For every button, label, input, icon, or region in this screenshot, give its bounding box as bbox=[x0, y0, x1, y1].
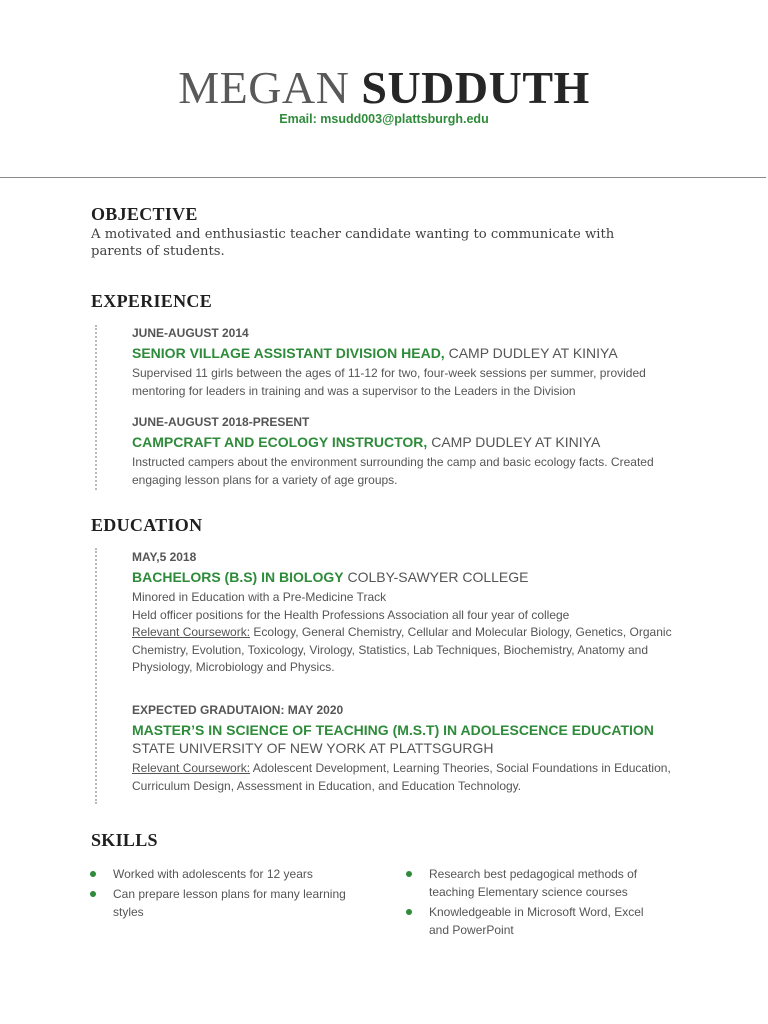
experience-heading: EXPERIENCE bbox=[91, 291, 213, 311]
education-timeline-line bbox=[95, 548, 97, 804]
candidate-name bbox=[0, 60, 768, 116]
skill-item bbox=[90, 865, 350, 883]
entry-degree: BACHELORS (B.S) IN BIOLOGY bbox=[132, 569, 344, 585]
education-heading: EDUCATION bbox=[91, 515, 203, 535]
entry-organization: CAMP DUDLEY AT KINIYA bbox=[444, 345, 618, 361]
entry-institution: STATE UNIVERSITY OF NEW YORK AT PLATTSGURGH bbox=[132, 740, 494, 756]
bullet-icon bbox=[90, 871, 96, 877]
skills-heading: SKILLS bbox=[91, 830, 158, 850]
skill-item bbox=[406, 903, 666, 939]
last-name: SUDDUTH bbox=[361, 62, 590, 113]
skill-item bbox=[406, 865, 666, 901]
coursework-label: Relevant Coursework: bbox=[132, 625, 251, 640]
skill-text: Research best pedagogical methods of teaching Elementary science courses bbox=[429, 867, 638, 899]
entry-role: CAMPCRAFT AND ECOLOGY INSTRUCTOR, bbox=[132, 434, 428, 450]
bullet-icon bbox=[406, 909, 412, 915]
coursework-label: Relevant Coursework: bbox=[132, 761, 251, 775]
entry-coursework bbox=[132, 624, 692, 677]
entry-date: EXPECTED GRADUTAION: MAY 2020 bbox=[132, 703, 344, 717]
education-entry bbox=[132, 701, 692, 795]
entry-title bbox=[132, 433, 692, 451]
entry-date: MAY,5 2018 bbox=[132, 550, 197, 564]
education-entry bbox=[132, 548, 692, 677]
entry-institution: COLBY-SAWYER COLLEGE bbox=[343, 569, 529, 585]
bullet-icon bbox=[406, 871, 412, 877]
experience-entry bbox=[132, 324, 692, 400]
skill-text: Worked with adolescents for 12 years bbox=[113, 867, 313, 881]
experience-timeline-line bbox=[95, 325, 97, 490]
entry-organization: CAMP DUDLEY AT KINIYA bbox=[427, 434, 601, 450]
entry-role: SENIOR VILLAGE ASSISTANT DIVISION HEAD, bbox=[132, 345, 445, 361]
entry-title bbox=[132, 568, 692, 586]
entry-detail: Held officer positions for the Health Professions Association all four year of college bbox=[132, 607, 570, 622]
skills-list-left bbox=[90, 865, 350, 923]
entry-date: JUNE-AUGUST 2014 bbox=[132, 326, 249, 340]
email-contact[interactable]: Email: msudd003@plattsburgh.edu bbox=[279, 112, 489, 126]
skill-item bbox=[90, 885, 350, 921]
entry-description: Instructed campers about the environment surrounding the camp and basic ecology facts. Created engaging lesson plans for a variety of age groups. bbox=[132, 455, 654, 487]
skills-list-right bbox=[406, 865, 666, 941]
entry-detail: Minored in Education with a Pre-Medicine Track bbox=[132, 590, 387, 604]
entry-title bbox=[132, 721, 692, 757]
coursework-list: Ecology, General Chemistry, Cellular and Molecular Biology, Genetics, Organic Chemistry, Evolution, Toxicology, Virology, Statistics, Lab Techniques, Biochemistry, Anatomy and Physiology, Microbiology and Physics. bbox=[132, 625, 672, 675]
coursework-list: Adolescent Development, Learning Theories, Social Foundations in Education, Curriculum Design, Assessment in Education, and Education Technology. bbox=[132, 761, 671, 793]
objective-text: A motivated and enthusiastic teacher candidate wanting to communicate with parents of students. bbox=[91, 227, 615, 259]
header-divider bbox=[0, 177, 766, 178]
entry-description: Supervised 11 girls between the ages of 11-12 for two, four-week sessions per summer, provided mentoring for leaders in training and was a supervisor to the Leaders in the Division bbox=[132, 366, 646, 398]
skill-text: Can prepare lesson plans for many learning styles bbox=[113, 887, 346, 919]
entry-title bbox=[132, 344, 692, 362]
bullet-icon bbox=[90, 891, 96, 897]
entry-date: JUNE-AUGUST 2018-PRESENT bbox=[132, 415, 310, 429]
objective-heading: OBJECTIVE bbox=[91, 204, 198, 224]
skill-text: Knowledgeable in Microsoft Word, Excel and PowerPoint bbox=[429, 905, 644, 937]
experience-entry bbox=[132, 413, 692, 489]
first-name: MEGAN bbox=[178, 62, 350, 113]
entry-degree: MASTER’S IN SCIENCE OF TEACHING (M.S.T) IN ADOLESCENCE EDUCATION bbox=[132, 722, 654, 738]
entry-coursework bbox=[132, 760, 692, 795]
